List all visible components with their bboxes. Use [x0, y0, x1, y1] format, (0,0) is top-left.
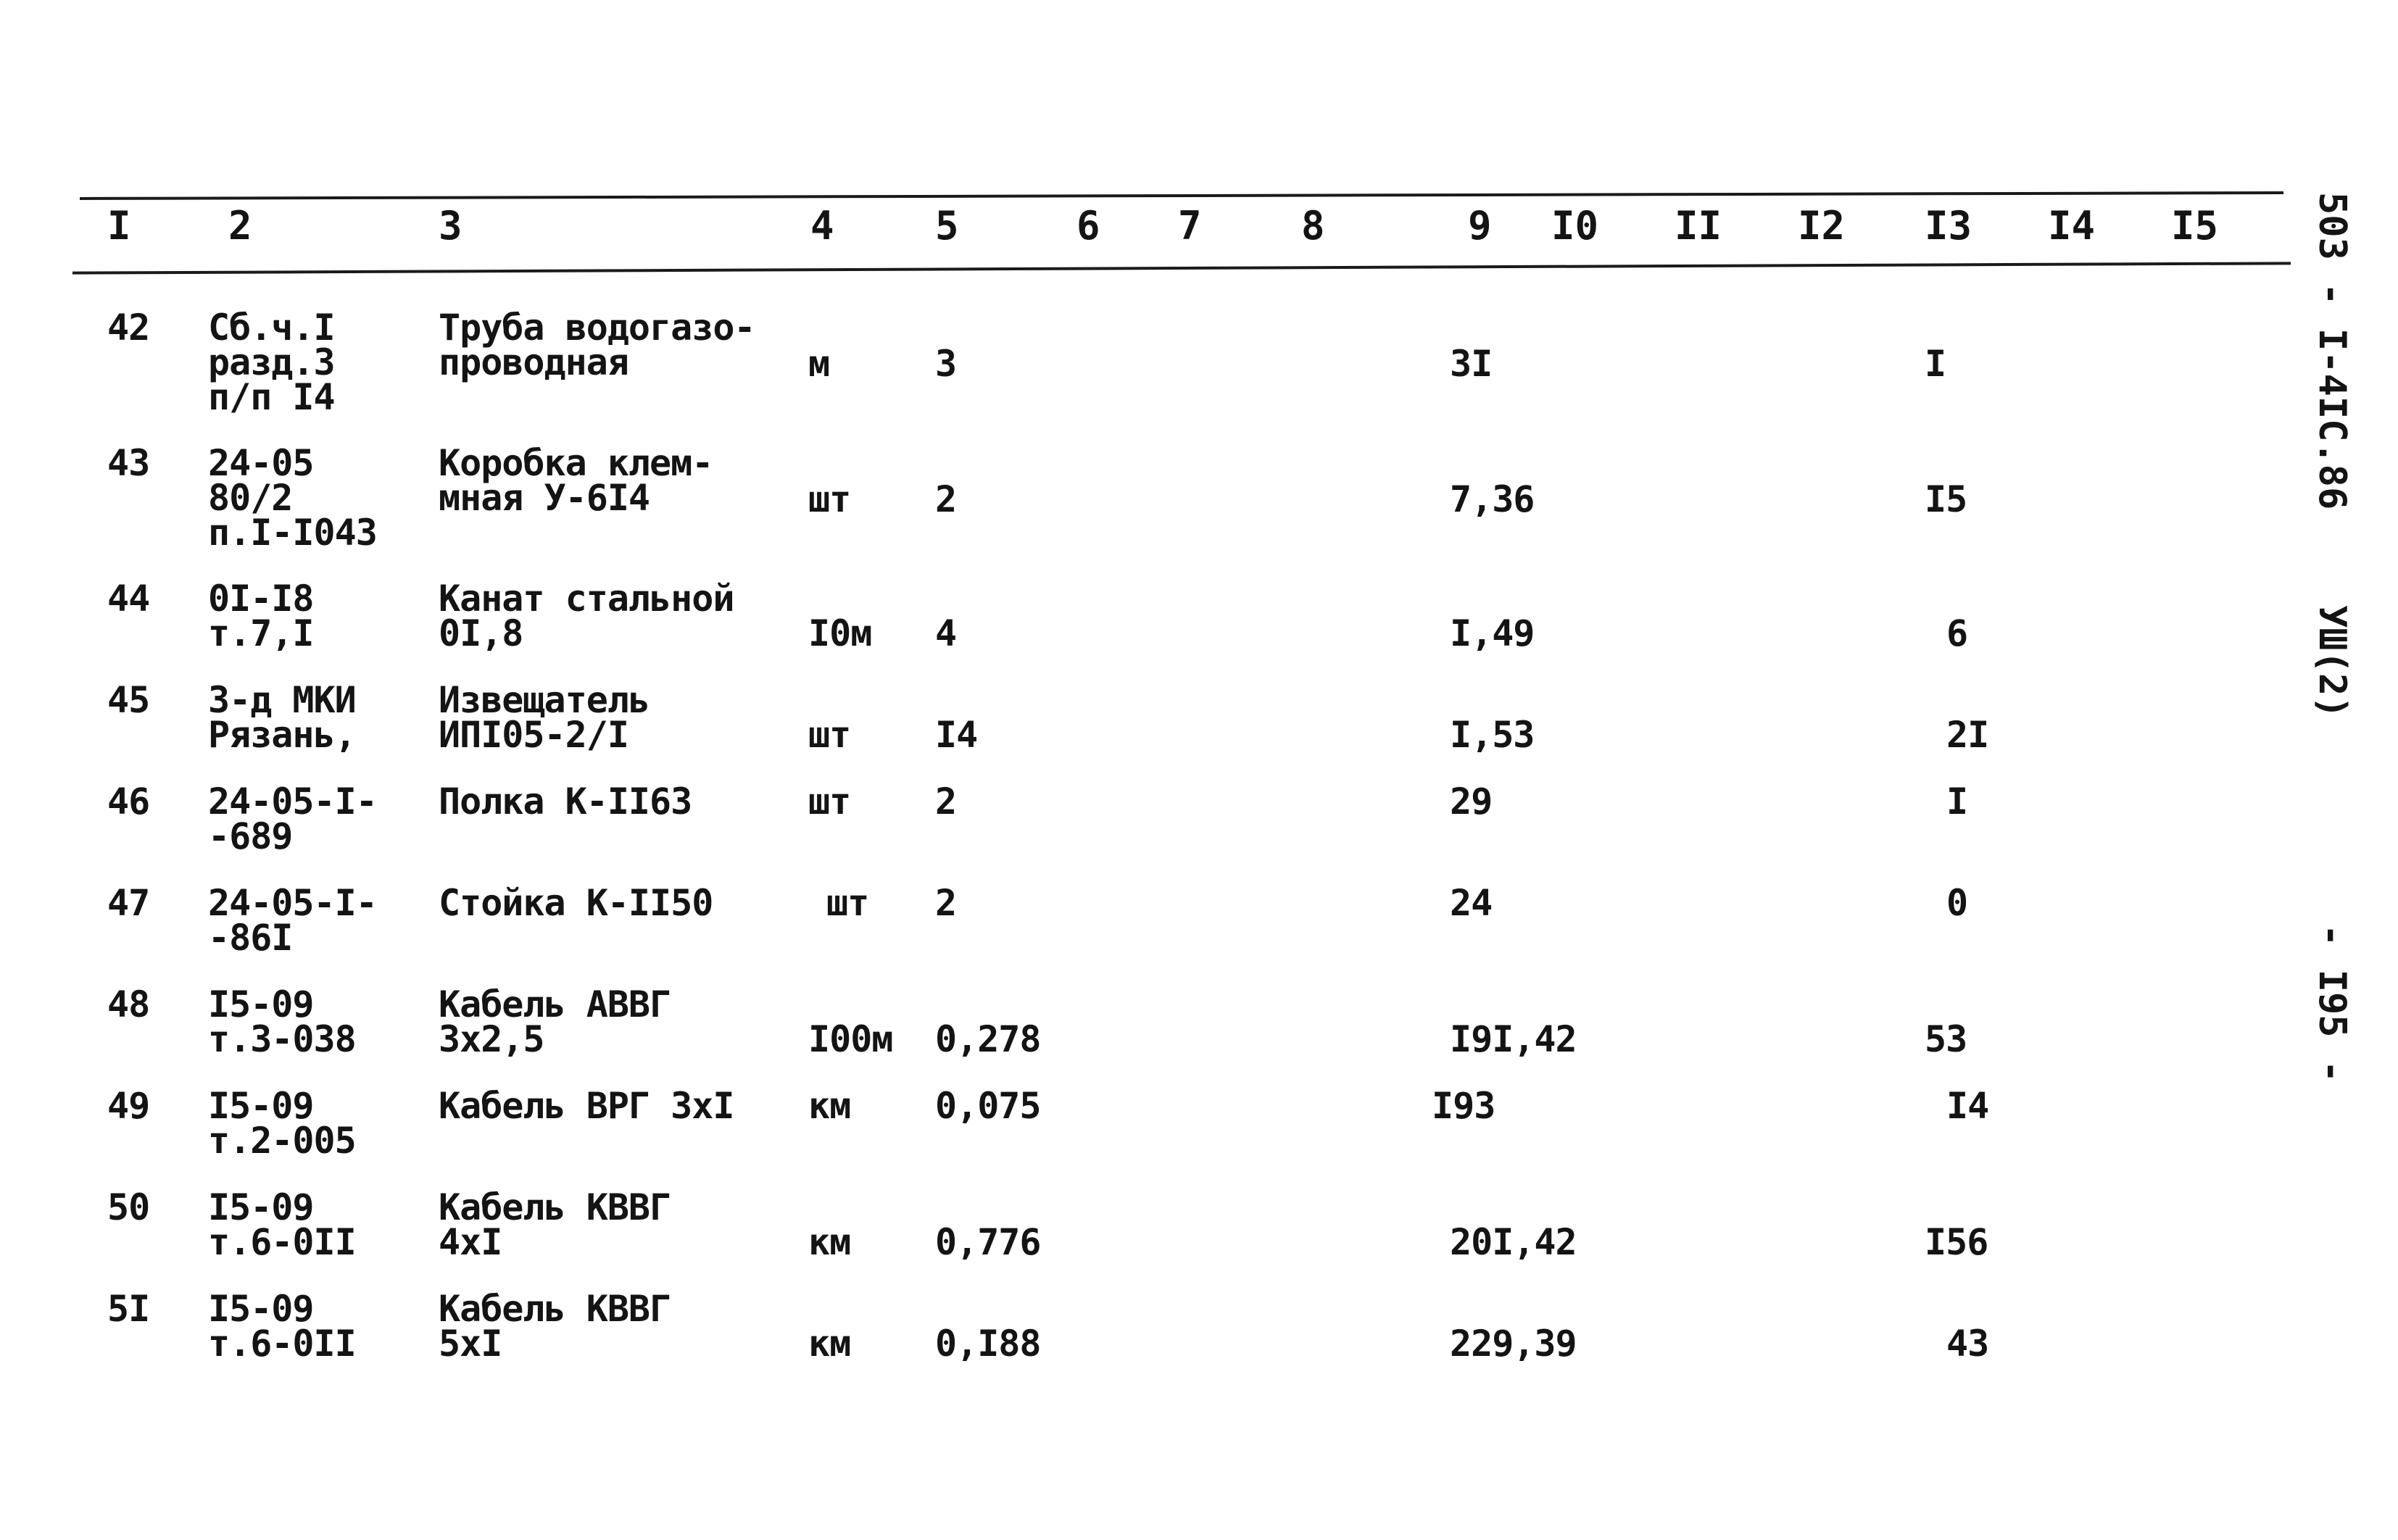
row-quantity: 4 — [935, 612, 957, 654]
row-col13: I5 — [1925, 478, 1967, 520]
column-header-10: I0 — [1551, 203, 1599, 249]
row-col13: 0 — [1946, 882, 1968, 924]
row-code: 24-05-I- -86I — [208, 882, 377, 959]
row-unit: км — [808, 1221, 851, 1263]
row-code: 24-05-I- -689 — [208, 781, 377, 857]
row-col13: 6 — [1946, 612, 1968, 654]
row-name: Кабель АВВГ 3х2,5 — [439, 983, 671, 1060]
row-name: Коробка клем- мная У-6I4 — [439, 442, 713, 519]
row-name: Канат стальной 0I,8 — [439, 578, 734, 654]
column-header-2: 2 — [228, 203, 252, 249]
row-col13: 53 — [1925, 1018, 1967, 1060]
row-quantity: 0,I88 — [935, 1323, 1041, 1365]
column-header-12: I2 — [1798, 203, 1846, 249]
row-code: I5-09 т.2-005 — [208, 1085, 356, 1162]
side-document-code: 503 - I-4IС.86 — [2310, 192, 2354, 510]
row-number: 5I — [107, 1288, 150, 1330]
row-name: Труба водогазо- проводная — [439, 307, 755, 383]
row-code: I5-09 т.3-038 — [208, 983, 356, 1060]
row-unit: шт — [808, 478, 851, 520]
row-name: Извещатель ИПI05-2/I — [439, 679, 650, 756]
row-unit: шт — [808, 714, 851, 756]
row-number: 44 — [107, 578, 150, 620]
row-price: 7,36 — [1450, 478, 1535, 520]
row-price: I,49 — [1450, 612, 1535, 654]
row-number: 49 — [107, 1085, 150, 1127]
side-sheet-mark: УШ(2) — [2310, 605, 2354, 719]
row-unit: шт — [808, 781, 851, 823]
row-quantity: 2 — [935, 882, 957, 924]
column-header-4: 4 — [810, 203, 834, 249]
row-col13: I — [1925, 343, 1946, 385]
column-header-13: I3 — [1925, 203, 1972, 249]
row-number: 50 — [107, 1186, 150, 1228]
row-code: I5-09 т.6-0II — [208, 1186, 356, 1263]
column-header-3: 3 — [439, 203, 462, 249]
row-number: 45 — [107, 679, 150, 721]
header-top-rule — [80, 191, 2283, 200]
row-name: Стойка К-II50 — [439, 882, 713, 924]
side-page-number: - I95 - — [2310, 924, 2354, 1083]
row-quantity: I4 — [935, 714, 978, 756]
row-price: 29 — [1450, 781, 1493, 823]
row-col13: I56 — [1925, 1221, 1988, 1263]
column-header-5: 5 — [935, 203, 959, 249]
row-col13: 43 — [1946, 1323, 1989, 1365]
row-code: Сб.ч.I разд.3 п/п I4 — [208, 307, 335, 418]
column-header-11: II — [1675, 203, 1722, 249]
row-price: 229,39 — [1450, 1323, 1577, 1365]
row-name: Полка К-II63 — [439, 781, 692, 823]
row-price: 3I — [1450, 343, 1493, 385]
row-code: I5-09 т.6-0II — [208, 1288, 356, 1365]
row-col13: I4 — [1946, 1085, 1989, 1127]
row-number: 43 — [107, 442, 150, 484]
column-header-14: I4 — [2048, 203, 2096, 249]
row-price: I,53 — [1450, 714, 1535, 756]
row-price: 24 — [1450, 882, 1493, 924]
row-quantity: 3 — [935, 343, 957, 385]
row-quantity: 0,776 — [935, 1221, 1041, 1263]
row-code: 0I-I8 т.7,I — [208, 578, 314, 654]
row-col13: 2I — [1946, 714, 1989, 756]
column-header-15: I5 — [2171, 203, 2219, 249]
column-header-1: I — [107, 203, 131, 249]
row-number: 46 — [107, 781, 150, 823]
column-header-8: 8 — [1301, 203, 1325, 249]
row-price: I9I,42 — [1450, 1018, 1577, 1060]
row-unit: I00м — [808, 1018, 893, 1060]
row-code: 24-05 80/2 п.I-I043 — [208, 442, 377, 554]
row-quantity: 2 — [935, 478, 957, 520]
row-name: Кабель КВВГ 5хI — [439, 1288, 671, 1365]
row-unit: I0м — [808, 612, 872, 654]
row-number: 48 — [107, 983, 150, 1025]
row-name: Кабель КВВГ 4хI — [439, 1186, 671, 1263]
row-unit: км — [808, 1323, 851, 1365]
header-bottom-rule — [72, 262, 2291, 274]
row-price: 20I,42 — [1450, 1221, 1577, 1263]
row-name: Кабель ВРГ 3хI — [439, 1085, 734, 1127]
column-header-7: 7 — [1178, 203, 1202, 249]
row-col13: I — [1946, 781, 1968, 823]
row-code: 3-д МКИ Рязань, — [208, 679, 356, 756]
column-header-6: 6 — [1076, 203, 1100, 249]
row-number: 42 — [107, 307, 150, 349]
column-header-9: 9 — [1468, 203, 1492, 249]
row-price: I93 — [1432, 1085, 1495, 1127]
row-quantity: 2 — [935, 781, 957, 823]
row-unit: км — [808, 1085, 851, 1127]
row-unit: шт — [826, 882, 869, 924]
row-quantity: 0,075 — [935, 1085, 1041, 1127]
row-quantity: 0,278 — [935, 1018, 1041, 1060]
row-number: 47 — [107, 882, 150, 924]
row-unit: м — [808, 343, 830, 385]
